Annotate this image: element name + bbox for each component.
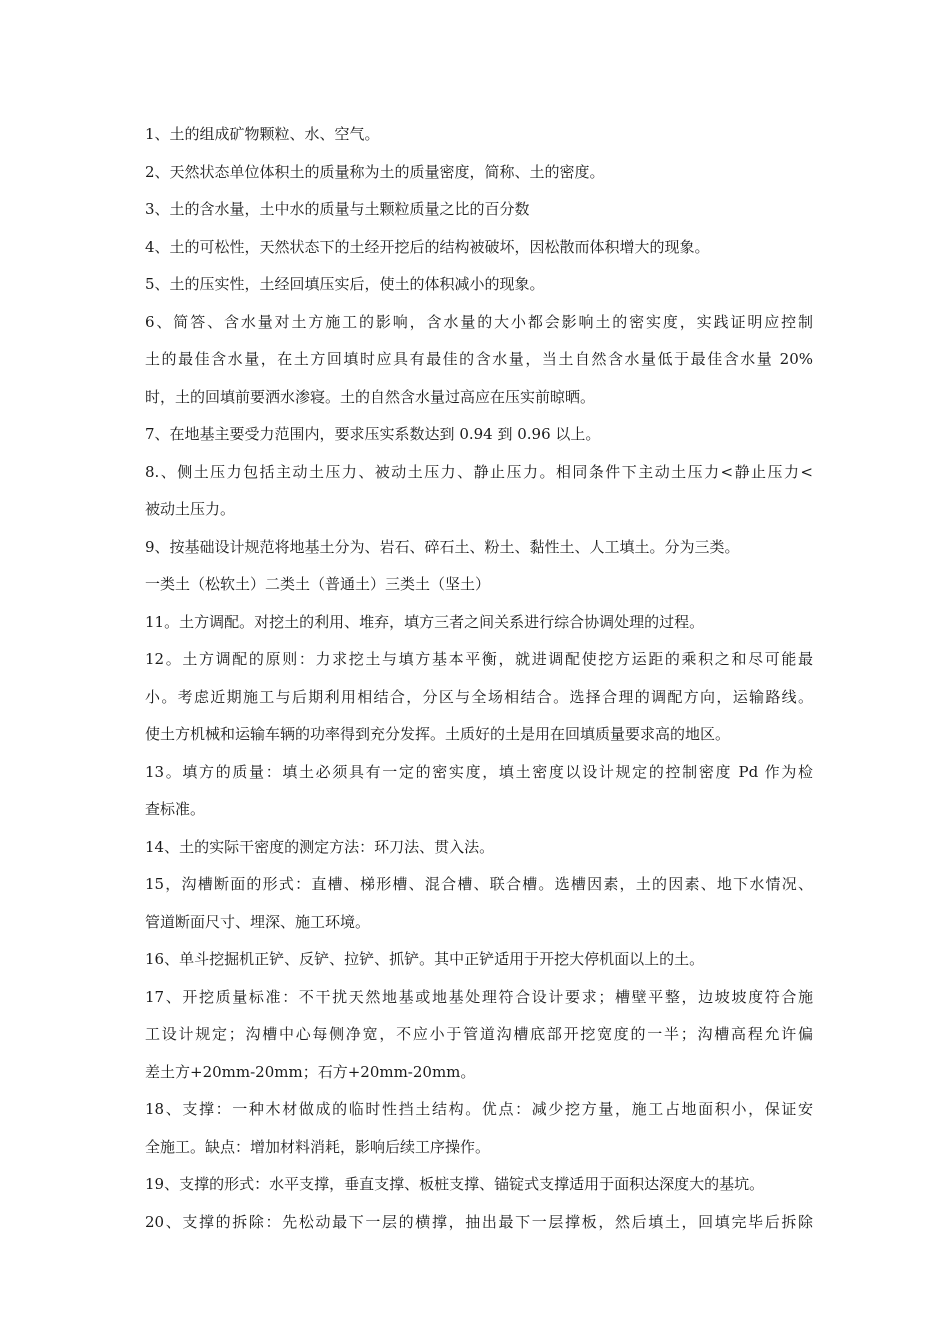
text-line: 使土方机械和运输车辆的功率得到充分发挥。土质好的土是用在回填质量要求高的地区。 (145, 725, 731, 743)
text-line: 5、土的压实性，土经回填压实后，使土的体积减小的现象。 (145, 275, 545, 293)
text-line: 小。考虑近期施工与后期利用相结合，分区与全场相结合。选择合理的调配方向，运输路线。 (145, 687, 813, 706)
text-line: 15，沟槽断面的形式：直槽、梯形槽、混合槽、联合槽。选槽因素，土的因素、地下水情况、 (145, 875, 813, 893)
text-line: 全施工。缺点：增加材料消耗，影响后续工序操作。 (145, 1137, 491, 1156)
text-line: 被动土压力。 (145, 500, 236, 518)
text-line: 6、简答、含水量对土方施工的影响，含水量的大小都会影响土的密实度，实践证明应控制 (145, 312, 813, 331)
text-line: 11。土方调配。对挖土的利用、堆弃，填方三者之间关系进行综合协调处理的过程。 (145, 612, 705, 631)
document-body (145, 116, 813, 1241)
text-line: 8.、侧土压力包括主动土压力、被动土压力、静止压力。相同条件下主动土压力<静止压力< (145, 462, 813, 481)
text-line: 差土方+20mm-20mm；石方+20mm-20mm。 (145, 1062, 476, 1081)
text-line: 一类土（松软土）二类土（普通土）三类土（坚土） (145, 575, 491, 593)
text-line: 12。土方调配的原则：力求挖土与填方基本平衡，就进调配使挖方运距的乘积之和尽可能最 (145, 650, 813, 668)
text-line: 管道断面尺寸、埋深、施工环境。 (145, 912, 371, 931)
text-line: 19、支撑的形式：水平支撑，垂直支撑、板桩支撑、锚锭式支撑适用于面积达深度大的基坑。 (145, 1175, 765, 1193)
text-line: 9、按基础设计规范将地基土分为、岩石、碎石土、粉土、黏性土、人工填土。分为三类。 (145, 537, 740, 556)
text-line: 查标准。 (145, 800, 206, 818)
text-line: 3、土的含水量，土中水的质量与土颗粒质量之比的百分数 (145, 200, 530, 218)
text-line: 20、支撑的拆除：先松动最下一层的横撑，抽出最下一层撑板，然后填土，回填完毕后拆除 (145, 1212, 813, 1231)
text-line: 17、开挖质量标准：不干扰天然地基或地基处理符合设计要求；槽壁平整，边坡坡度符合施 (145, 987, 813, 1006)
text-line: 1、土的组成矿物颗粒、水、空气。 (145, 125, 380, 143)
text-line: 16、单斗挖掘机正铲、反铲、拉铲、抓铲。其中正铲适用于开挖大停机面以上的土。 (145, 950, 705, 968)
text-line: 13。填方的质量：填土必须具有一定的密实度，填土密度以设计规定的控制密度 Pd 作为检 (145, 762, 813, 781)
text-line: 2、天然状态单位体积土的质量称为土的质量密度，简称、土的密度。 (145, 162, 605, 181)
text-line: 7、在地基主要受力范围内，要求压实系数达到 0.94 到 0.96 以上。 (145, 425, 601, 443)
text-line: 工设计规定；沟槽中心每侧净宽，不应小于管道沟槽底部开挖宽度的一半；沟槽高程允许偏 (145, 1025, 813, 1043)
text-line: 18、支撑：一种木材做成的临时性挡土结构。优点：减少挖方量，施工占地面积小，保证安 (145, 1100, 813, 1118)
text-line: 14、土的实际干密度的测定方法：环刀法、贯入法。 (145, 837, 495, 856)
text-line: 时，土的回填前要洒水渗寝。土的自然含水量过高应在压实前晾晒。 (145, 387, 596, 406)
text-line: 土的最佳含水量，在土方回填时应具有最佳的含水量，当土自然含水量低于最佳含水量 20% (145, 350, 813, 368)
text-line: 4、土的可松性，天然状态下的土经开挖后的结构被破坏，因松散而体积增大的现象。 (145, 237, 710, 256)
